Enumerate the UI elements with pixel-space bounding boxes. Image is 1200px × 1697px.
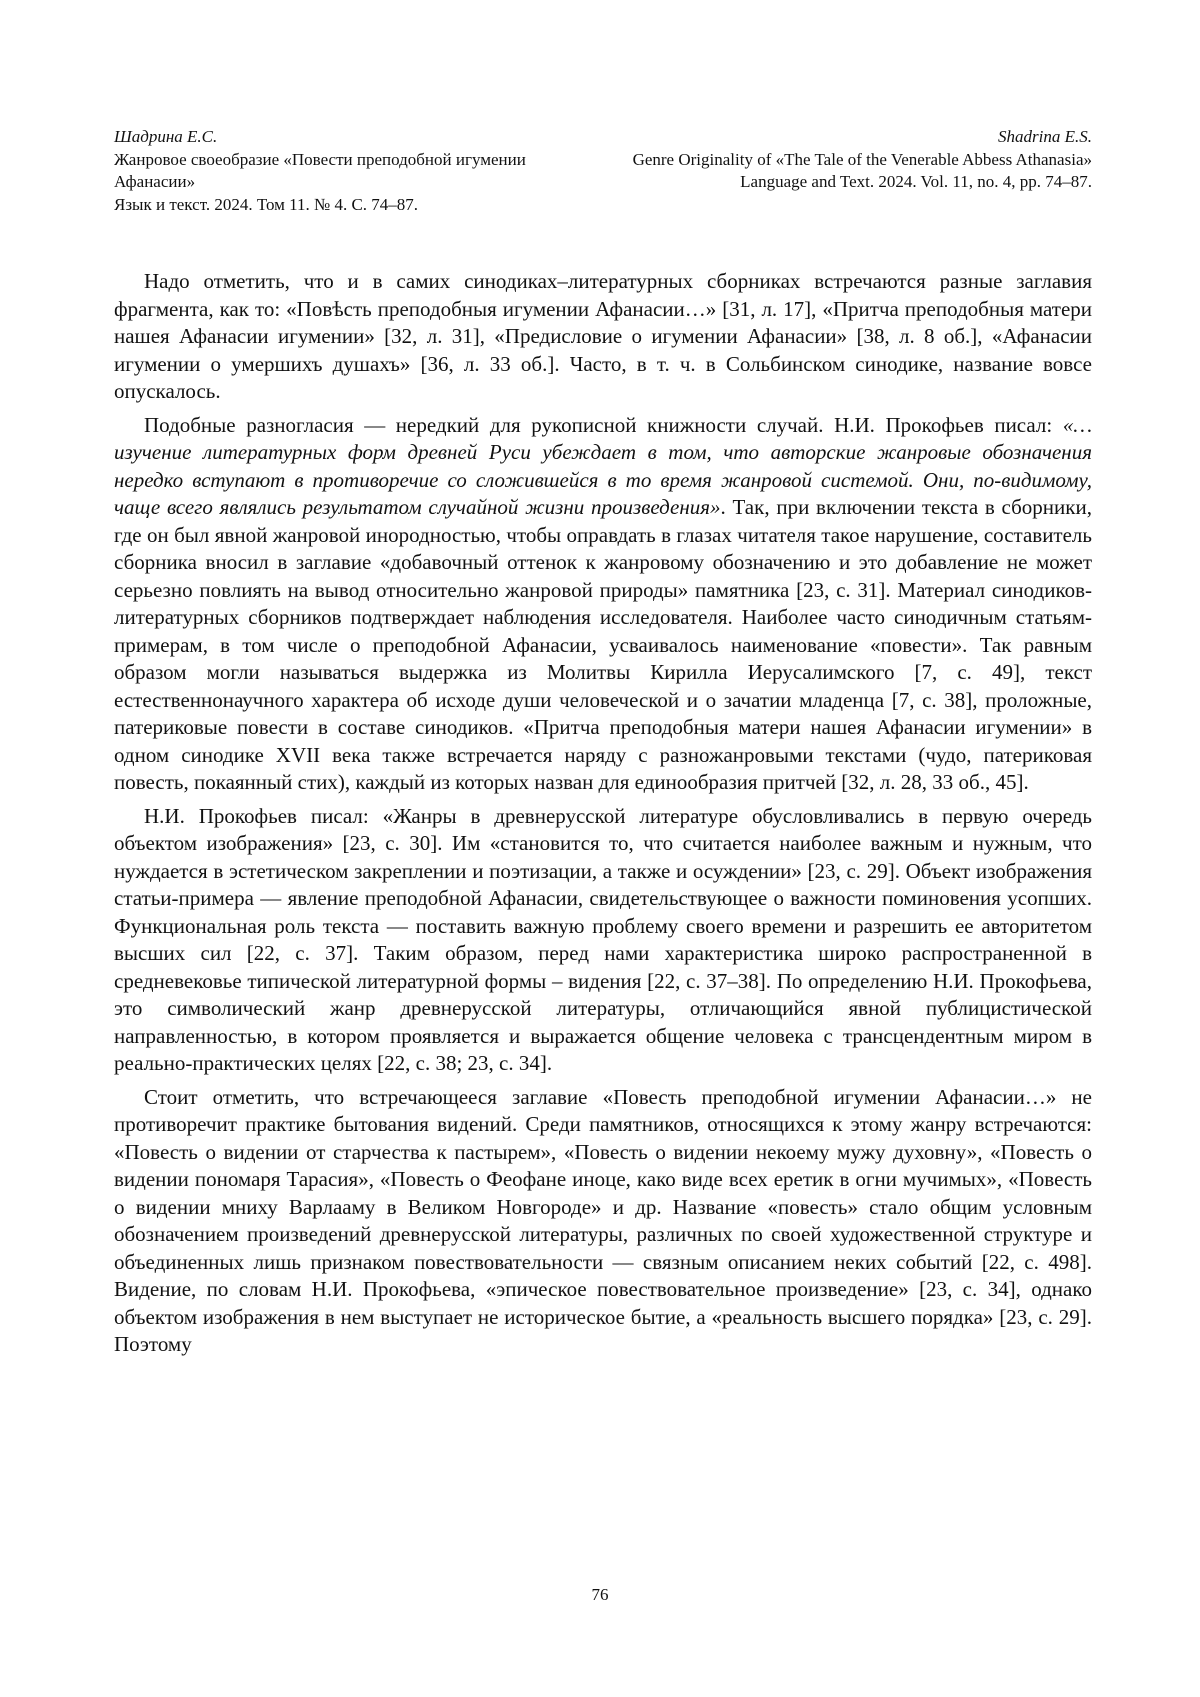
paragraph-2-lead: Подобные разногласия — нередкий для рукописной книжности случай. Н.И. Прокофьев писал:: [144, 413, 1063, 437]
paragraph-4: Стоит отметить, что встречающееся заглавие «Повесть преподобной игумении Афанасии…» не противоречит практике бытования видений. Среди памятников, относящихся к этому жанру встречаются: «Повесть о видении от старчества к пастырем», «Повесть о видении некоему мужу духовну», «Повесть о видении пономаря Тарасия», «Повесть о Феофане иноце, како виде всех еретик в огни мучимых», «Повесть о видении мниху Варлааму в Великом Новгороде» и др. Название «повесть» стало общим условным обозначением произведений древнерусской литературы, различных по своей художественной структуре и объединенных лишь признаком повествовательности — связным описанием неких событий [22, с. 498]. Видение, по словам Н.И. Прокофьева, «эпическое повествовательное произведение» [23, с. 34], однако объектом изображения в нем выступает не историческое бытие, а «реальность высшего порядка» [23, с. 29]. Поэтому: [114, 1084, 1092, 1359]
header-citation-ru: Язык и текст. 2024. Том 11. № 4. С. 74–87.: [114, 194, 584, 217]
article-body: [114, 268, 1092, 1365]
prokofiev-quote: «…изучение литературных форм древней Руси убеждает в том, что авторские жанровые обозначения нередко вступают в противоречие со сложившейся в то время жанровой системой. Они, по-видимому, чаще всего являлись результатом случайной жизни произведения»: [114, 413, 1092, 520]
document-page: [0, 0, 1200, 1697]
paragraph-3: Н.И. Прокофьев писал: «Жанры в древнерусской литературе обусловливались в первую очередь объектом изображения» [23, с. 30]. Им «становится то, что считается наиболее важным и нужным, что нуждается в эстетическом закреплении и поэтизации, а также и осуждении» [23, с. 29]. Объект изображения статьи-примера — явление преподобной Афанасии, свидетельствующее о важности поминовения усопших. Функциональная роль текста — поставить важную проблему своего времени и разрешить ее авторитетом высших сил [22, с. 37]. Таким образом, перед нами характеристика широко распространенной в средневековье типической литературной формы – видения [22, с. 37–38]. По определению Н.И. Прокофьева, это символический жанр древнерусской литературы, отличающийся явной публицистической направленностью, в котором проявляется и выражается общение человека с трансцендентным миром в реально-практических целях [22, с. 38; 23, с. 34].: [114, 803, 1092, 1078]
paragraph-2-rest: . Так, при включении текста в сборники, где он был явной жанровой инородностью, чтобы оправдать в глазах читателя такое нарушение, составитель сборника вносил в заглавие «добавочный оттенок к жанровому обозначению и это добавление не может серьезно повлиять на вывод относительно жанровой природы» памятника [23, с. 31]. Материал синодиков-литературных сборников подтверждает наблюдения исследователя. Наиболее часто синодичным статьям-примерам, в том числе о преподобной Афанасии, усваивалось наименование «повести». Так равным образом могли называться выдержка из Молитвы Кирилла Иерусалимского [7, с. 49], текст естественнонаучного характера об исходе души человеческой и о зачатии младенца [7, с. 38], проложные, патериковые повести в составе синодиков. «Притча преподобныя матери нашея Афанасии игумении» в одном синодике XVII века также встречается наряду с разножанровыми текстами (чудо, патериковая повесть, покаянный стих), каждый из которых назван для единообразия притчей [32, л. 28, 33 об., 45].: [114, 495, 1092, 794]
header-author-ru: Шадрина Е.С.: [114, 126, 584, 149]
header-english: [622, 126, 1092, 216]
page-number: 76: [0, 1585, 1200, 1605]
header-title-ru: Жанровое своеобразие «Повести преподобной игумении Афанасии»: [114, 149, 584, 194]
header-russian: [114, 126, 584, 216]
running-header: [114, 126, 1092, 216]
paragraph-2: [114, 412, 1092, 797]
header-title-en: Genre Originality of «The Tale of the Venerable Abbess Athanasia»: [622, 149, 1092, 172]
paragraph-1: Надо отметить, что и в самих синодиках–литературных сборниках встречаются разные заглавия фрагмента, как то: «Повѣсть преподобныя игумении Афанасии…» [31, л. 17], «Притча преподобныя матери нашея Афанасии игумении» [32, л. 31], «Предисловие о игумении Афанасии» [38, л. 8 об.], «Афанасии игумении о умершихъ душахъ» [36, л. 33 об.]. Часто, в т. ч. в Сольбинском синодике, название вовсе опускалось.: [114, 268, 1092, 406]
header-citation-en: Language and Text. 2024. Vol. 11, no. 4, pp. 74–87.: [622, 171, 1092, 194]
header-author-en: Shadrina E.S.: [622, 126, 1092, 149]
